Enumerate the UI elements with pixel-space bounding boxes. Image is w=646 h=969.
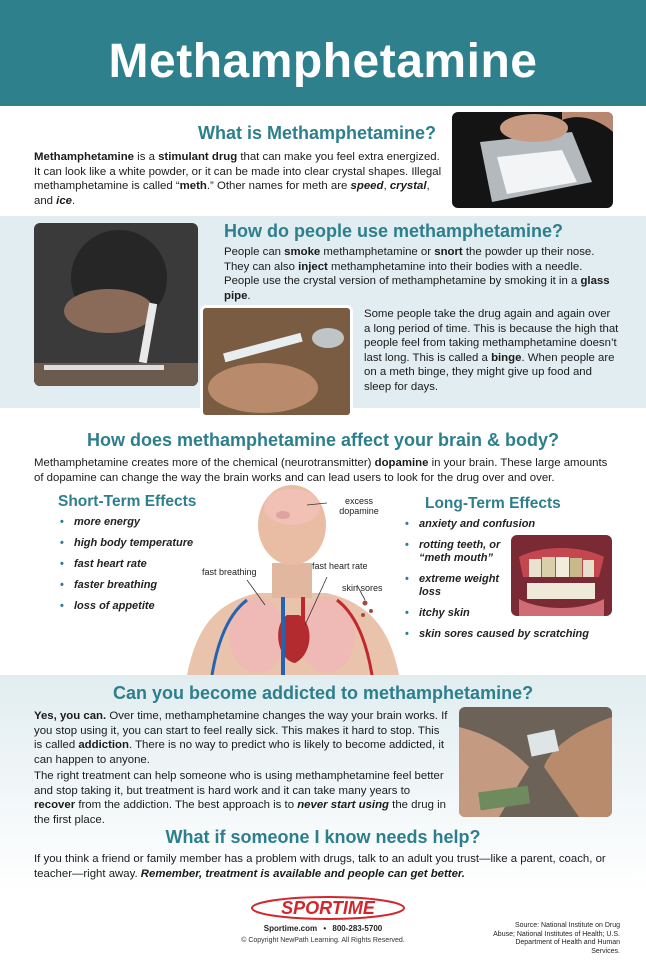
help-title: What if someone I know needs help? — [165, 827, 481, 847]
list-item: • anxiety and confusion — [405, 518, 595, 531]
syringe-photo — [200, 305, 353, 418]
label-breathing: fast breathing — [202, 567, 257, 577]
list-item: • faster breathing — [60, 579, 210, 592]
body-diagram — [187, 485, 399, 675]
list-item: • rotting teeth, or “meth mouth” — [405, 539, 515, 565]
page-title: Methamphetamine — [108, 35, 538, 88]
list-item: • itchy skin — [405, 607, 515, 620]
list-item: • loss of appetite — [60, 600, 210, 613]
addicted-text-2: The right treatment can help someone who is using methamphetamine feel better and stop taking it, but treatment is hard work and it can take many years to recover from the addiction. The best approach is to never start using the drug in the first place. — [34, 770, 447, 826]
list-item: • more energy — [60, 516, 210, 529]
addicted-title: Can you become addicted to methamphetamine? — [113, 683, 534, 703]
long-term-title: Long-Term Effects — [425, 495, 561, 512]
label-heart: fast heart rate — [312, 561, 368, 571]
what-title: What is Methamphetamine? — [198, 123, 437, 143]
affect-text: Methamphetamine creates more of the chemical (neurotransmitter) dopamine in your brain. These large amounts of dopamine can change the way the brain works and can lead users to look for the drug over and over. — [34, 457, 608, 484]
what-text: Methamphetamine is a stimulant drug that can make you feel extra energized. It can look like a white powder, or it can be made into clear crystal shapes. Illegal methamphetamine is called “meth.” Other names for meth are speed, crystal, and ice. — [34, 151, 442, 207]
long-term-list — [405, 518, 589, 649]
footer-contact: Sportime.com • 800-283-5700 — [263, 924, 383, 933]
label-dopamine: excess dopamine — [339, 496, 379, 516]
use-text-1: People can smoke methamphetamine or snort the powder up their nose. They can also inject methamphetamine into their bodies with a needle. People use the crystal version of methamphetamine by smoking it in a glass pipe. — [224, 246, 610, 302]
label-sores: skin sores — [342, 583, 383, 593]
use-title: How do people use methamphetamine? — [224, 221, 564, 241]
addicted-text-1: Yes, you can. Over time, methamphetamine changes the way your brain works. If you stop using it, you can start to feel really sick. This makes it hard to stop. This is called addiction. There is no way to predict who is likely to become addicted, it can happen to anyone. — [34, 710, 448, 766]
help-text: If you think a friend or family member has a problem with drugs, talk to an adult you trust—like a parent, coach, or teacher—right away. Remember, treatment is available and people can get better. — [34, 853, 606, 880]
logo-text: SPORTIME — [281, 898, 375, 918]
list-item: • extreme weight loss — [405, 573, 515, 599]
footer-phone: 800-283-5700 — [332, 924, 383, 933]
teeth-photo — [511, 535, 612, 616]
page-header — [0, 0, 646, 106]
list-item: • high body temperature — [60, 537, 210, 550]
footer-site[interactable]: Sportime.com — [263, 924, 318, 933]
hands-baggie-photo — [459, 707, 612, 817]
footer-copyright: © Copyright NewPath Learning. All Rights Reserved. — [241, 937, 405, 944]
sportime-logo — [248, 895, 406, 921]
snorting-photo — [34, 223, 198, 386]
affect-title: How does methamphetamine affect your brain & body? — [86, 430, 560, 450]
baggie-photo — [452, 112, 613, 208]
footer-source: Source: National Institute on Drug Abuse; National Institutes of Health; U.S. Department of Health and Human Services. — [493, 922, 620, 955]
list-item: • fast heart rate — [60, 558, 210, 571]
list-item: • skin sores caused by scratching — [405, 628, 605, 641]
short-term-title: Short-Term Effects — [58, 493, 197, 510]
use-text-2: Some people take the drug again and again over a long period of time. This is because the high that people feel from taking methamphetamine doesn’t last long. This is called a binge. When people are on a meth binge, they might give up food and sleep for days. — [364, 308, 619, 393]
